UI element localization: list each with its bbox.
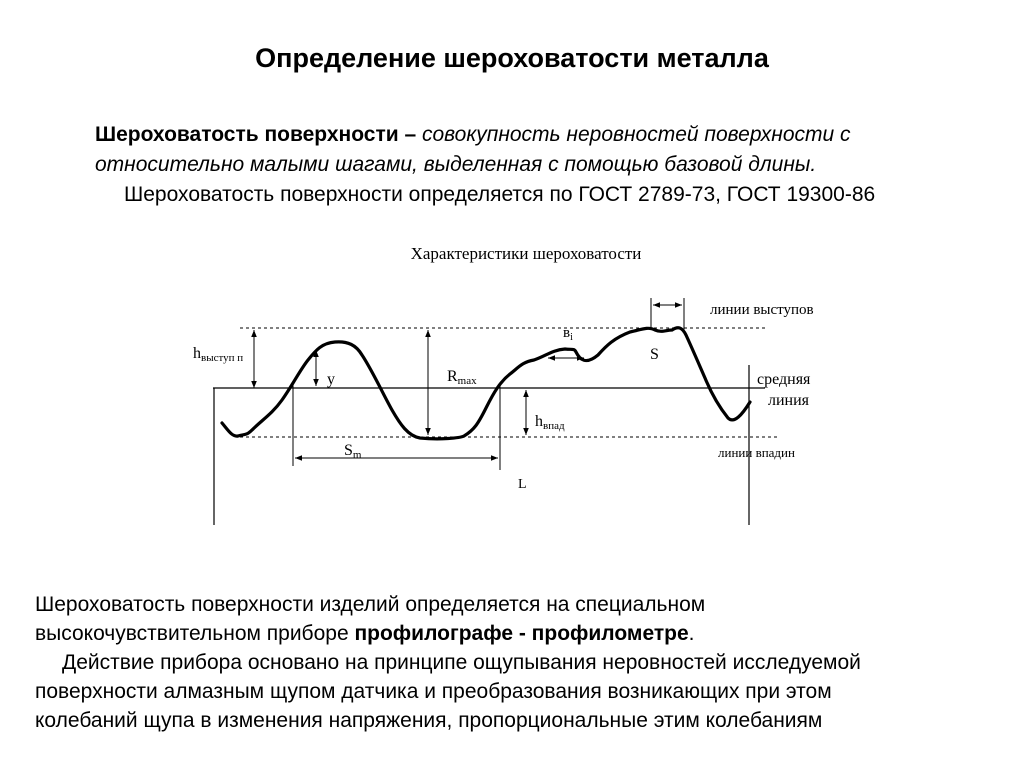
bottom-line-5: колебаний щупа в изменения напряжения, пропорциональные этим колебаниям — [35, 709, 823, 732]
s-label: S — [650, 346, 659, 363]
y-label: y — [327, 371, 335, 388]
gost-line: Шероховатость поверхности определяется по ГОСТ 2789-73, ГОСТ 19300-86 — [124, 183, 876, 206]
bottom-line-2-end: . — [688, 622, 695, 645]
definition-term: Шероховатость поверхности – — [95, 123, 417, 146]
peak-line-label: линии выступов — [710, 302, 814, 318]
h-peak-label: hвыступ п — [193, 345, 244, 364]
bi-label: $в_i$ — [563, 325, 573, 343]
mean-line-label-2: линия — [768, 392, 810, 409]
bottom-line-2-text: высокочувствительном приборе — [35, 622, 355, 645]
definition-line-2: относительно малыми шагами, выделенная с помощью базовой длины. — [95, 153, 817, 176]
mean-line-label-1: средняя — [757, 371, 811, 388]
bottom-line-1: Шероховатость поверхности изделий определяется на специальном — [35, 593, 706, 616]
h-valley-label: hвпад — [535, 413, 565, 432]
definition-text-1: совокупность неровностей поверхности с — [416, 123, 851, 146]
diagram-caption: Характеристики шероховатости — [410, 244, 642, 263]
roughness-profile — [222, 328, 750, 439]
bottom-line-3: Действие прибора основано на принципе ощупывания неровностей исследуемой — [62, 651, 861, 674]
valley-line-label: линии впадин — [718, 445, 795, 460]
profilograph-term: профилографе - профилометре — [354, 622, 689, 645]
sm-label: Sm — [344, 442, 362, 461]
rmax-label: Rmax — [447, 368, 477, 387]
bottom-line-2 — [35, 619, 695, 648]
bottom-line-4: поверхности алмазным щупом датчика и преобразования возникающих при этом — [35, 680, 832, 703]
l-label: L — [518, 477, 527, 492]
page-title: Определение шероховатости металла — [255, 43, 769, 73]
